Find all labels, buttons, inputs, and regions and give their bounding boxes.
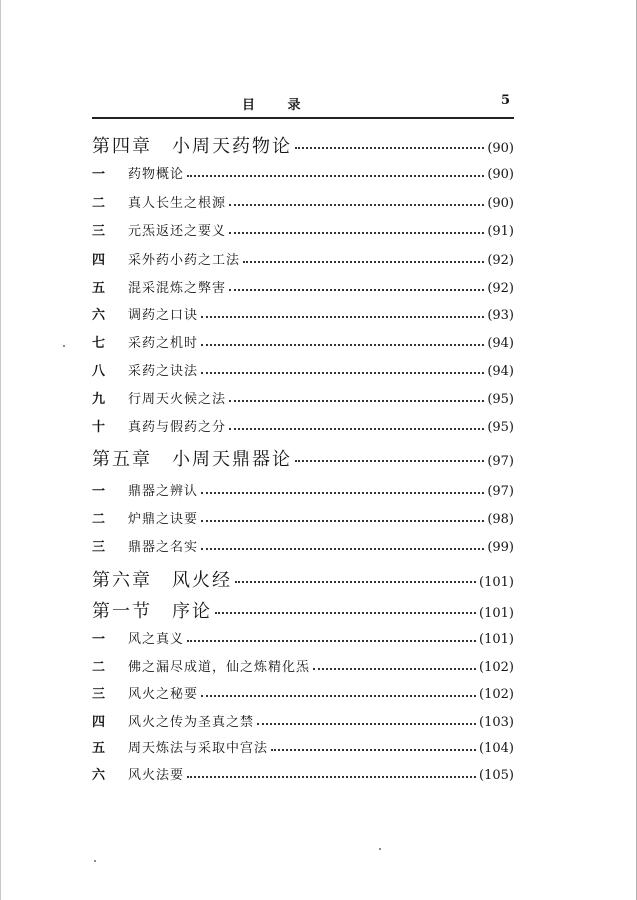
toc-entry-title: 真药与假药之分	[128, 420, 227, 435]
toc-entry-title: 混采混炼之弊害	[128, 281, 227, 296]
toc-entry-title: 采药之诀法	[128, 364, 199, 379]
dot-leader	[187, 776, 476, 778]
header-page-number: 5	[500, 93, 510, 108]
toc-item-entry	[92, 536, 514, 555]
toc-entry-page: (97)	[487, 484, 514, 499]
scan-speck	[94, 860, 96, 862]
toc-item-entry	[92, 628, 514, 647]
toc-chapter-entry	[92, 566, 514, 592]
toc-entry-title: 真人长生之根源	[128, 196, 227, 211]
toc-item-entry	[92, 656, 514, 675]
dot-leader	[201, 316, 484, 318]
dot-leader	[295, 460, 484, 462]
toc-entry-page: (105)	[479, 768, 514, 783]
toc-entry-number: 四	[92, 253, 106, 268]
toc-entry-title: 第一节 序论	[92, 601, 212, 622]
dot-leader	[229, 428, 484, 430]
toc-item-entry	[92, 220, 514, 239]
dot-leader	[243, 261, 484, 263]
toc-entry-title: 第六章 风火经	[92, 570, 232, 591]
table-of-contents	[1, 0, 637, 900]
toc-entry-page: (102)	[479, 660, 514, 675]
toc-item-entry	[92, 737, 514, 756]
toc-item-entry	[92, 249, 514, 268]
toc-entry-title: 第五章 小周天鼎器论	[92, 449, 292, 470]
toc-entry-number: 一	[92, 167, 106, 182]
dot-leader	[187, 640, 476, 642]
dot-leader	[201, 695, 476, 697]
toc-chapter-entry	[92, 445, 514, 471]
toc-entry-title: 采外药小药之工法	[128, 253, 241, 268]
toc-entry-title: 药物概论	[128, 167, 185, 182]
dot-leader	[201, 372, 484, 374]
toc-entry-number: 四	[92, 715, 106, 730]
toc-entry-number: 八	[92, 364, 106, 379]
toc-item-entry	[92, 304, 514, 323]
toc-entry-page: (101)	[479, 632, 514, 647]
toc-entry-number: 七	[92, 336, 106, 351]
toc-entry-title: 风火之传为圣真之禁	[128, 715, 255, 730]
toc-chapter-entry	[92, 597, 514, 623]
toc-entry-title: 佛之漏尽成道，仙之炼精化炁	[128, 660, 311, 675]
toc-entry-page: (93)	[487, 308, 514, 323]
toc-entry-title: 风火法要	[128, 768, 185, 783]
dot-leader	[201, 344, 484, 346]
dot-leader	[201, 520, 484, 522]
toc-entry-title: 采药之机时	[128, 336, 199, 351]
scan-speck	[379, 848, 381, 850]
toc-item-entry	[92, 764, 514, 783]
dot-leader	[201, 492, 484, 494]
toc-entry-page: (90)	[487, 167, 514, 182]
toc-entry-number: 二	[92, 196, 106, 211]
toc-entry-title: 周天炼法与采取中宫法	[128, 741, 269, 756]
toc-entry-number: 六	[92, 308, 106, 323]
toc-entry-title: 第四章 小周天药物论	[92, 136, 292, 157]
toc-entry-number: 二	[92, 660, 106, 675]
dot-leader	[313, 668, 476, 670]
dot-leader	[201, 548, 484, 550]
toc-entry-title: 鼎器之辨认	[128, 484, 199, 499]
toc-entry-page: (98)	[487, 512, 514, 527]
dot-leader	[235, 581, 476, 583]
dot-leader	[257, 723, 476, 725]
toc-entry-page: (94)	[487, 336, 514, 351]
toc-entry-number: 九	[92, 392, 106, 407]
toc-entry-title: 元炁返还之要义	[128, 224, 227, 239]
toc-entry-page: (103)	[479, 715, 514, 730]
toc-item-entry	[92, 480, 514, 499]
toc-entry-number: 三	[92, 540, 106, 555]
toc-entry-number: 五	[92, 741, 106, 756]
toc-entry-title: 鼎器之名实	[128, 540, 199, 555]
toc-entry-page: (91)	[487, 224, 514, 239]
toc-entry-page: (97)	[487, 454, 514, 469]
toc-entry-title: 风之真义	[128, 632, 185, 647]
dot-leader	[215, 612, 476, 614]
toc-entry-number: 三	[92, 687, 106, 702]
toc-entry-page: (104)	[479, 741, 514, 756]
toc-entry-page: (90)	[487, 141, 514, 156]
dot-leader	[229, 289, 484, 291]
toc-item-entry	[92, 416, 514, 435]
toc-entry-page: (99)	[487, 540, 514, 555]
toc-item-entry	[92, 277, 514, 296]
dot-leader	[229, 204, 484, 206]
toc-item-entry	[92, 360, 514, 379]
toc-item-entry	[92, 711, 514, 730]
toc-entry-page: (90)	[487, 196, 514, 211]
toc-entry-title: 行周天火候之法	[128, 392, 227, 407]
toc-entry-page: (92)	[487, 281, 514, 296]
dot-leader	[295, 147, 484, 149]
toc-item-entry	[92, 163, 514, 182]
toc-entry-page: (102)	[479, 687, 514, 702]
toc-entry-title: 炉鼎之诀要	[128, 512, 199, 527]
toc-entry-page: (101)	[479, 575, 514, 590]
header-title: 目 录	[242, 98, 315, 113]
toc-entry-title: 风火之秘要	[128, 687, 199, 702]
dot-leader	[229, 400, 484, 402]
toc-entry-number: 二	[92, 512, 106, 527]
scan-speck	[63, 345, 65, 347]
toc-entry-page: (95)	[487, 392, 514, 407]
toc-entry-page: (95)	[487, 420, 514, 435]
dot-leader	[271, 749, 476, 751]
toc-entry-title: 调药之口诀	[128, 308, 199, 323]
toc-entry-number: 十	[92, 420, 106, 435]
dot-leader	[187, 175, 484, 177]
toc-entry-number: 五	[92, 281, 106, 296]
toc-item-entry	[92, 683, 514, 702]
toc-item-entry	[92, 192, 514, 211]
toc-entry-number: 一	[92, 632, 106, 647]
toc-entry-number: 六	[92, 768, 106, 783]
toc-item-entry	[92, 388, 514, 407]
toc-entry-page: (101)	[479, 606, 514, 621]
toc-entry-number: 一	[92, 484, 106, 499]
toc-entry-number: 三	[92, 224, 106, 239]
toc-entry-page: (94)	[487, 364, 514, 379]
dot-leader	[229, 232, 484, 234]
toc-item-entry	[92, 508, 514, 527]
toc-entry-page: (92)	[487, 253, 514, 268]
toc-chapter-entry	[92, 132, 514, 158]
toc-item-entry	[92, 332, 514, 351]
